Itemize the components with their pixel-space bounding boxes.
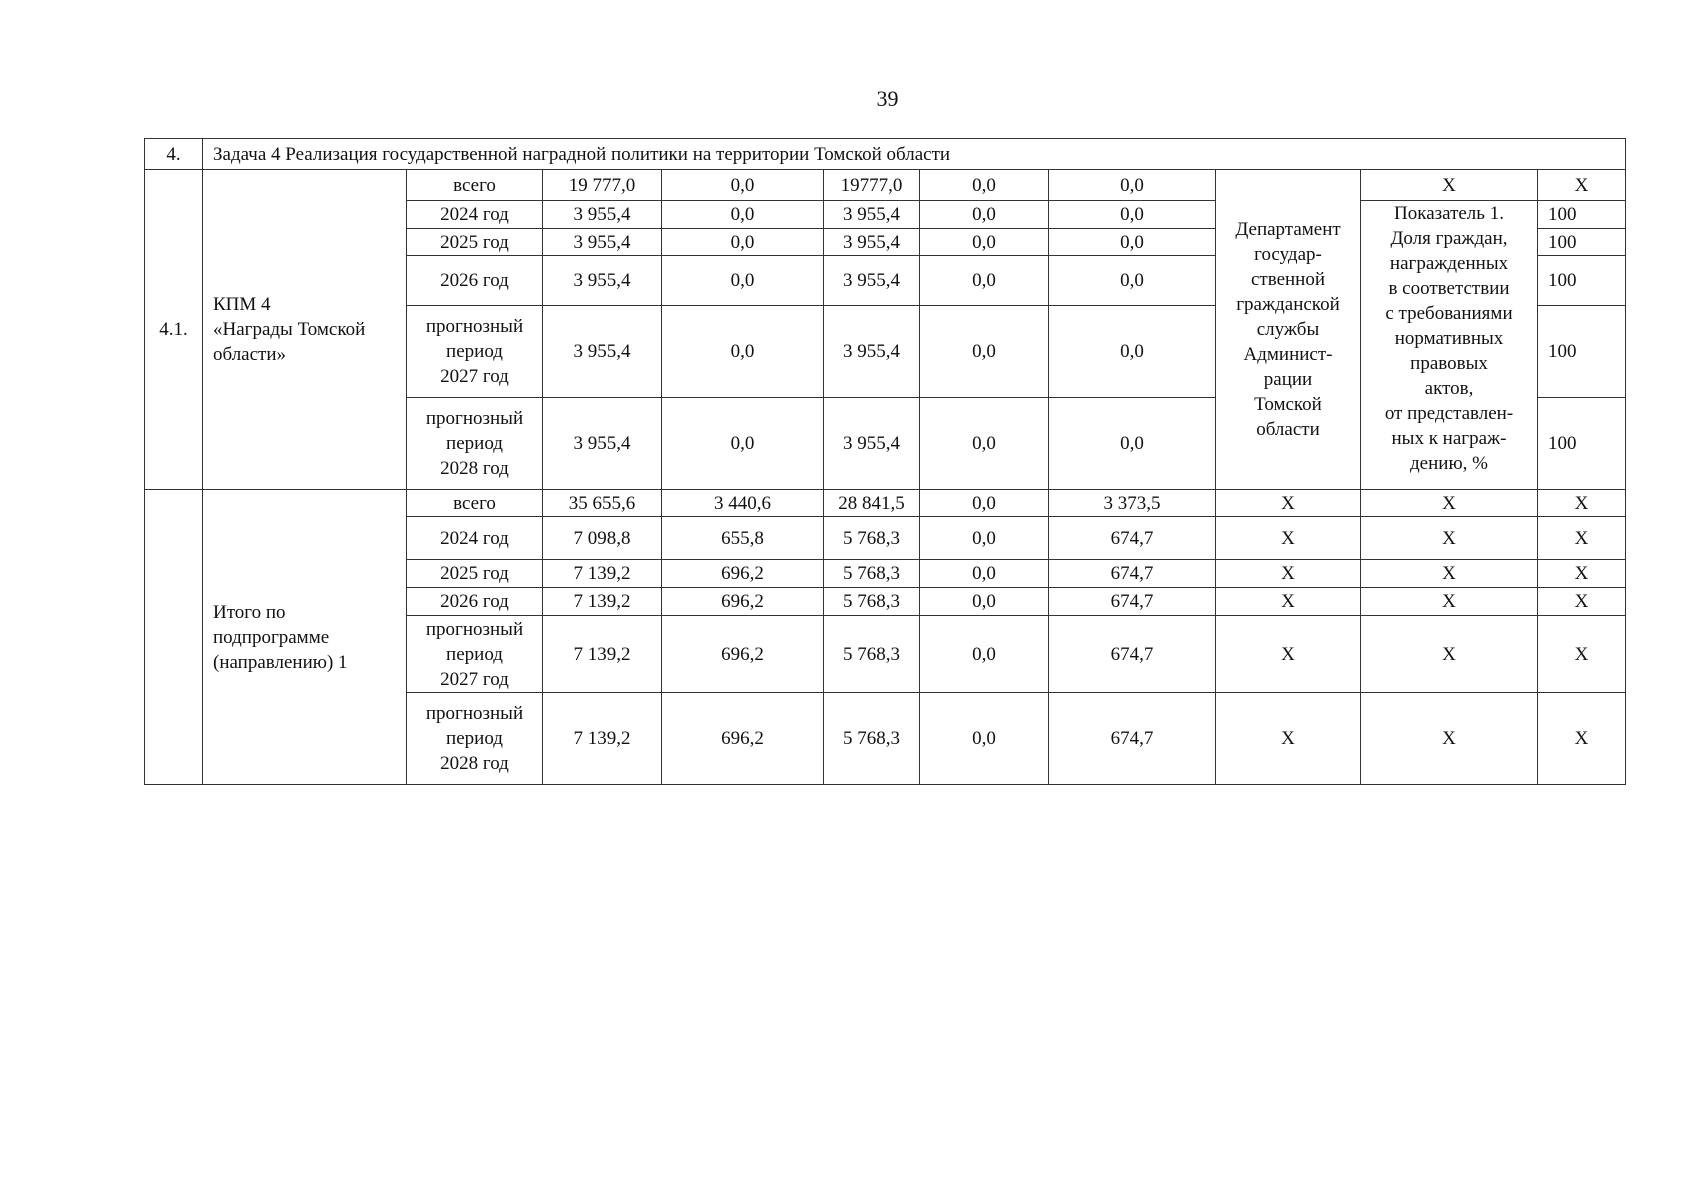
value-federal: 0,0 xyxy=(662,306,824,398)
value-local: 0,0 xyxy=(920,560,1049,588)
value-regional: 5 768,3 xyxy=(824,517,920,560)
value-other: 674,7 xyxy=(1049,616,1216,693)
value-regional: 5 768,3 xyxy=(824,588,920,616)
indicator-mark: X xyxy=(1361,693,1538,785)
value-other: 0,0 xyxy=(1049,256,1216,306)
subtotal-number xyxy=(145,490,203,785)
department-mark: X xyxy=(1216,490,1361,517)
target-value: 100 xyxy=(1538,306,1626,398)
period-cell: прогнозный период 2027 год xyxy=(407,616,543,693)
page-number: 39 xyxy=(876,86,899,111)
period-cell: прогнозный период 2027 год xyxy=(407,306,543,398)
value-total: 7 098,8 xyxy=(543,517,662,560)
indicator-mark: X xyxy=(1361,517,1538,560)
period-cell: 2024 год xyxy=(407,517,543,560)
value-local: 0,0 xyxy=(920,490,1049,517)
value-other: 674,7 xyxy=(1049,560,1216,588)
indicator-mark: X xyxy=(1361,560,1538,588)
target-mark: X xyxy=(1538,616,1626,693)
period-cell: 2026 год xyxy=(407,256,543,306)
indicator-cell: Показатель 1. Доля граждан, награжденных в соответствии с требованиями нормативных правовых актов, от представлен- ных к награж- дению, % xyxy=(1361,201,1538,490)
target-value: 100 xyxy=(1538,256,1626,306)
indicator-mark: X xyxy=(1361,616,1538,693)
target-value: 100 xyxy=(1538,229,1626,256)
target-value: 100 xyxy=(1538,201,1626,229)
value-other: 0,0 xyxy=(1049,201,1216,229)
period-cell: прогнозный период 2028 год xyxy=(407,398,543,490)
subtotal-name: Итого по подпрограмме (направлению) 1 xyxy=(203,490,407,785)
value-local: 0,0 xyxy=(920,306,1049,398)
value-local: 0,0 xyxy=(920,256,1049,306)
indicator-mark: X xyxy=(1361,170,1538,201)
value-other: 674,7 xyxy=(1049,693,1216,785)
value-total: 3 955,4 xyxy=(543,256,662,306)
department-mark: X xyxy=(1216,588,1361,616)
target-mark: X xyxy=(1538,170,1626,201)
value-other: 0,0 xyxy=(1049,398,1216,490)
value-local: 0,0 xyxy=(920,229,1049,256)
value-federal: 0,0 xyxy=(662,229,824,256)
budget-table xyxy=(144,138,1626,785)
value-local: 0,0 xyxy=(920,517,1049,560)
target-mark: X xyxy=(1538,693,1626,785)
task-number: 4. xyxy=(145,139,203,170)
value-federal: 3 440,6 xyxy=(662,490,824,517)
indicator-mark: X xyxy=(1361,490,1538,517)
value-total: 7 139,2 xyxy=(543,560,662,588)
target-value: 100 xyxy=(1538,398,1626,490)
target-mark: X xyxy=(1538,588,1626,616)
value-local: 0,0 xyxy=(920,693,1049,785)
period-cell: 2025 год xyxy=(407,229,543,256)
task-title: Задача 4 Реализация государственной наградной политики на территории Томской области xyxy=(203,139,1626,170)
value-regional: 19777,0 xyxy=(824,170,920,201)
target-mark: X xyxy=(1538,560,1626,588)
task-row xyxy=(145,139,1626,170)
target-mark: X xyxy=(1538,490,1626,517)
value-other: 674,7 xyxy=(1049,517,1216,560)
value-local: 0,0 xyxy=(920,616,1049,693)
item-name: КПМ 4 «Награды Томской области» xyxy=(203,170,407,490)
value-total: 3 955,4 xyxy=(543,229,662,256)
period-cell: 2026 год xyxy=(407,588,543,616)
item-row xyxy=(145,170,1626,201)
department-mark: X xyxy=(1216,560,1361,588)
value-regional: 3 955,4 xyxy=(824,256,920,306)
period-cell: всего xyxy=(407,170,543,201)
value-federal: 696,2 xyxy=(662,560,824,588)
value-federal: 696,2 xyxy=(662,693,824,785)
value-regional: 3 955,4 xyxy=(824,398,920,490)
period-cell: 2025 год xyxy=(407,560,543,588)
department-cell: Департамент государ- ственной гражданской службы Админист- рации Томской области xyxy=(1216,170,1361,490)
value-local: 0,0 xyxy=(920,201,1049,229)
value-other: 0,0 xyxy=(1049,306,1216,398)
value-local: 0,0 xyxy=(920,170,1049,201)
subtotal-row xyxy=(145,490,1626,517)
item-number: 4.1. xyxy=(145,170,203,490)
period-cell: всего xyxy=(407,490,543,517)
value-total: 7 139,2 xyxy=(543,693,662,785)
value-regional: 28 841,5 xyxy=(824,490,920,517)
value-local: 0,0 xyxy=(920,398,1049,490)
department-mark: X xyxy=(1216,693,1361,785)
value-total: 19 777,0 xyxy=(543,170,662,201)
value-total: 3 955,4 xyxy=(543,398,662,490)
value-federal: 696,2 xyxy=(662,616,824,693)
value-regional: 3 955,4 xyxy=(824,229,920,256)
value-other: 0,0 xyxy=(1049,170,1216,201)
target-mark: X xyxy=(1538,517,1626,560)
value-total: 7 139,2 xyxy=(543,616,662,693)
value-federal: 696,2 xyxy=(662,588,824,616)
value-federal: 655,8 xyxy=(662,517,824,560)
indicator-mark: X xyxy=(1361,588,1538,616)
value-regional: 5 768,3 xyxy=(824,616,920,693)
value-other: 3 373,5 xyxy=(1049,490,1216,517)
department-mark: X xyxy=(1216,616,1361,693)
value-regional: 3 955,4 xyxy=(824,306,920,398)
value-regional: 5 768,3 xyxy=(824,560,920,588)
value-federal: 0,0 xyxy=(662,201,824,229)
period-cell: прогнозный период 2028 год xyxy=(407,693,543,785)
value-regional: 3 955,4 xyxy=(824,201,920,229)
value-total: 7 139,2 xyxy=(543,588,662,616)
value-local: 0,0 xyxy=(920,588,1049,616)
value-other: 674,7 xyxy=(1049,588,1216,616)
value-other: 0,0 xyxy=(1049,229,1216,256)
value-total: 35 655,6 xyxy=(543,490,662,517)
value-total: 3 955,4 xyxy=(543,201,662,229)
value-federal: 0,0 xyxy=(662,256,824,306)
value-total: 3 955,4 xyxy=(543,306,662,398)
value-federal: 0,0 xyxy=(662,398,824,490)
value-regional: 5 768,3 xyxy=(824,693,920,785)
value-federal: 0,0 xyxy=(662,170,824,201)
department-mark: X xyxy=(1216,517,1361,560)
period-cell: 2024 год xyxy=(407,201,543,229)
